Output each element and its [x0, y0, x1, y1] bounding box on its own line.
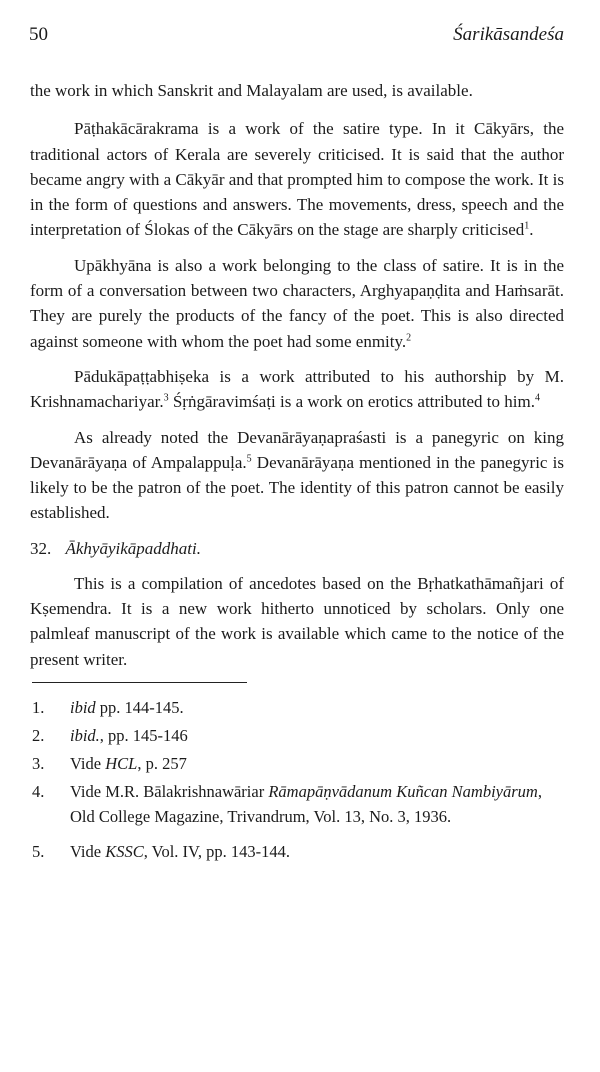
footnote-divider: [32, 682, 247, 683]
footnote-ref-1: 1: [524, 220, 530, 232]
paragraph-pathakacarakrama: Pāṭhakācārakrama is a work of the satire type. In it Cākyārs, the traditional actors of Kerala are severely criticised. It is said that the author became angry with a Cākyār and that prompted him to compose the work. It is in the form of questions and answers. The movements, dress, speech and the interpretation of Ślokas of the Cākyārs on the stage are sharply criticised$^1$.: [30, 119, 564, 240]
footnote-3: 3. Vide HCL, p. 257: [32, 753, 187, 773]
paragraph-upakhyana: Upākhyāna is also a work belonging to the class of satire. It is in the form of a conversation between two characters, Arghyapaṇḍita and Haṁsarāt. They are purely the products of the fancy of the poet. This is also directed against someone with whom the poet had some enmity.$^2$: [30, 255, 564, 351]
running-title: Śarikāsandeśa: [453, 24, 564, 45]
footnote-5: 5. Vide KSSC, Vol. IV, pp. 143-144.: [32, 841, 290, 861]
section-heading: [30, 536, 564, 561]
body-text: [30, 78, 564, 867]
footnote-ref-2: 2: [406, 332, 412, 344]
footnote-ref-5: 5: [246, 453, 252, 465]
paragraph-akhyayikapaddhati: This is a compilation of ancedotes based on the Bṛhatkathāmañjari of Kṣemendra. It is a new work hitherto unnoticed by scholars. Only one palmleaf manuscript of the work is available which came to the notice of the present writer.: [30, 573, 564, 669]
footnotes: [30, 695, 564, 864]
footnote-ref-4: 4: [534, 392, 540, 404]
footnote-1: 1. ibid pp. 144-145.: [32, 697, 184, 717]
paragraph-devanarayanaprasasti: As already noted the Devanārāyaṇapraśasti is a panegyric on king Devanārāyaṇa of Ampalappuḷa.$^5$ Devanārāyaṇa mentioned in the panegyric is likely to be the patron of the poet. The identity of this patron cannot be easily established.: [30, 427, 564, 523]
page-number: 50: [29, 24, 48, 45]
paragraph-continuation: the work in which Sanskrit and Malayalam are used, is available.: [30, 81, 473, 100]
footnote-4: 4. Vide M.R. Bālakrishnawāriar Rāmapāṇvādanum Kuñcan Nambiyārum, Old College Magazine, Trivandrum, Vol. 13, No. 3, 1936.: [32, 781, 542, 826]
section-title: Ākhyāyikāpaddhati.: [65, 538, 201, 558]
page-header: [29, 24, 564, 50]
footnote-ref-3: 3: [163, 392, 169, 404]
section-number: 32.: [30, 538, 52, 558]
footnote-2: 2. ibid., pp. 145-146: [32, 725, 188, 745]
paragraph-padukapattabhiseka: Pādukāpaṭṭabhiṣeka is a work attributed to his authorship by M. Krishnamachariyar.$^3$ Śṛṅgāravimśaṭi is a work on erotics attributed to him.$^4$: [30, 366, 564, 412]
